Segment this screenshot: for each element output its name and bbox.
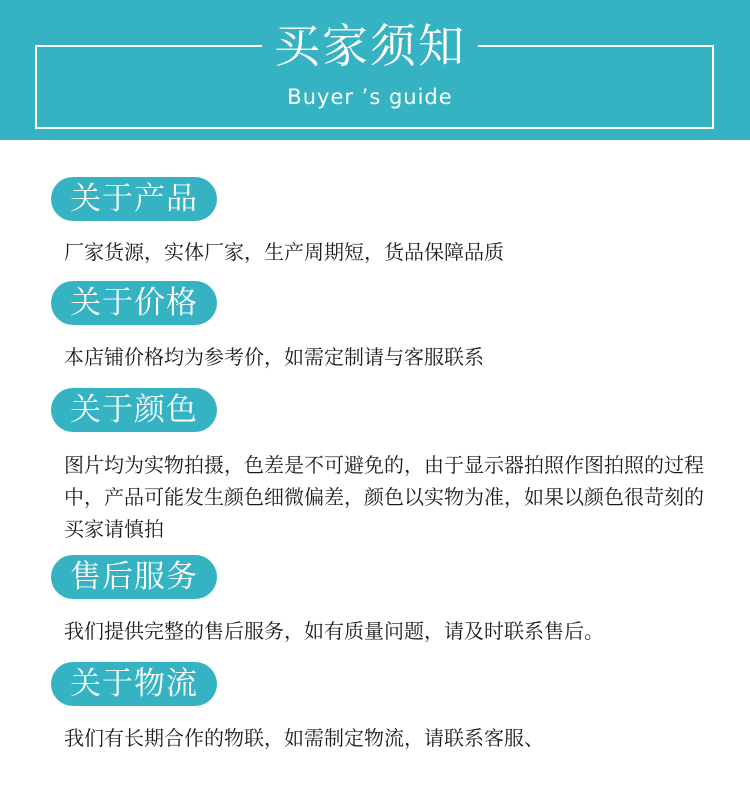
section-text-product: 厂家货源，实体厂家，生产周期短，货品保障品质 <box>64 240 504 264</box>
section-text-after-sales: 我们提供完整的售后服务，如有质量问题，请及时联系售后。 <box>64 619 604 643</box>
section-text-color: 图片均为实物拍摄，色差是不可避免的，由于显示器拍照作图拍照的过程中，产品可能发生颜色细微偏差，颜色以实物为准，如果以颜色很苛刻的买家请慎拍 <box>64 453 704 541</box>
section-text-price: 本店铺价格均为参考价，如需定制请与客服联系 <box>64 345 484 369</box>
section-heading-logistics: 关于物流 <box>51 662 217 706</box>
section-heading-color: 关于颜色 <box>51 388 217 432</box>
section-heading-product: 关于产品 <box>51 177 217 221</box>
section-heading-after-sales: 售后服务 <box>51 555 217 599</box>
page-title: 买家须知 <box>274 19 466 73</box>
section-text-logistics: 我们有长期合作的物联，如需制定物流，请联系客服、 <box>64 726 544 750</box>
header-frame-top-left <box>35 45 262 47</box>
header-frame-top-right <box>478 45 712 47</box>
page-subtitle: Buyer ’s guide <box>287 85 453 109</box>
section-heading-price: 关于价格 <box>51 281 217 325</box>
